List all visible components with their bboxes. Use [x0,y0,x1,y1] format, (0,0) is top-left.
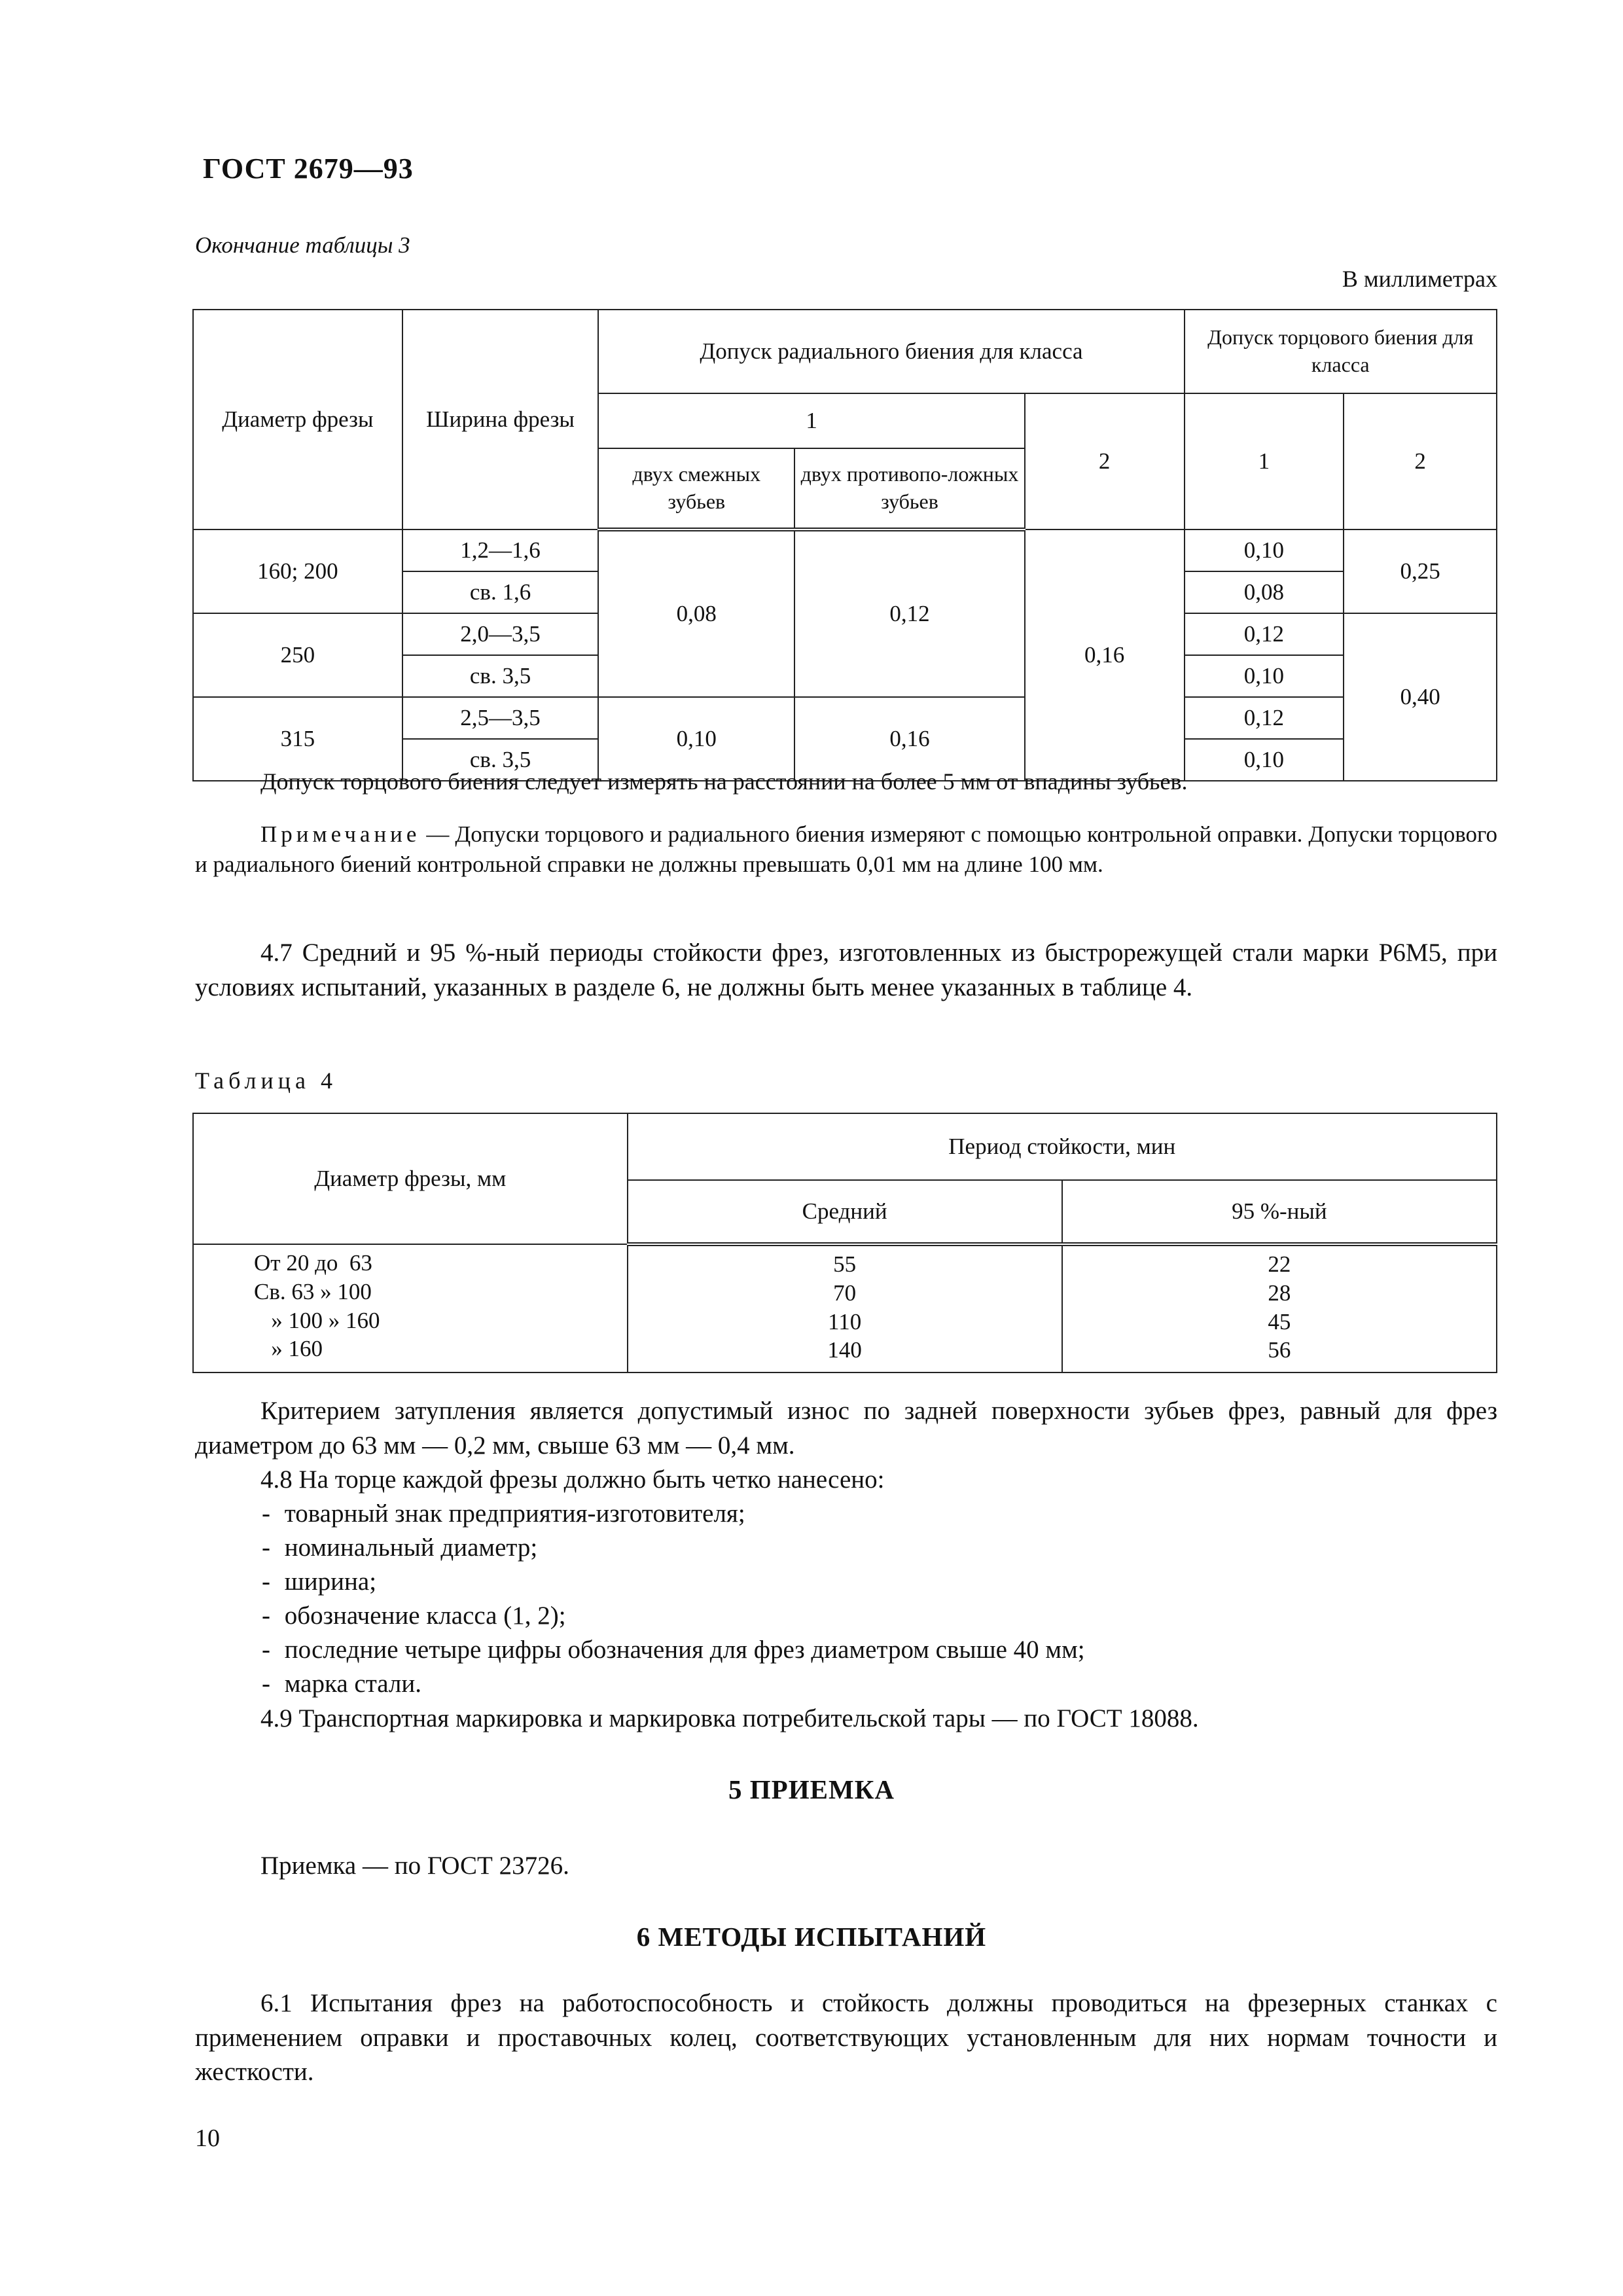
t4-p95-3: 45 [1268,1308,1291,1335]
t3-r12-opposite: 0,12 [794,529,1025,697]
criterion-paragraph: Критерием затупления является допустимый износ по задней поверхности зубьев фрез, равный для фрез диаметром до 63 мм — 0,2 мм, свыше 63 мм — 0,4 мм. [195,1397,1497,1460]
t3-r1-axial2: 0,25 [1344,529,1497,613]
t3-header-class2: 2 [1025,393,1185,529]
t3-r2-width-a: 2,0—3,5 [402,613,599,655]
t3-header-axial-class2: 2 [1344,393,1497,529]
t3-r3-opposite: 0,16 [794,697,1025,781]
marking-list [262,1497,1085,1701]
paragraph-4-9: 4.9 Транспортная маркировка и маркировка потребительской тары — по ГОСТ 18088. [260,1704,1199,1732]
table4 [192,1113,1497,1373]
section-6-title: 6 МЕТОДЫ ИСПЫТАНИЙ [636,1922,987,1952]
t4-p95-values [1062,1244,1497,1372]
t4-avg-1: 55 [833,1251,857,1277]
t3-header-axial: Допуск торцового биения для класса [1185,310,1497,393]
t3-r2-width-b: св. 3,5 [402,655,599,697]
t4-diameters [193,1244,628,1372]
paragraph-6-1: 6.1 Испытания фрез на работоспособность и стойкость должны проводиться на фрезерных станках с применением оправки и проставочных колец, соответствующих установленным для них нормам точности и жесткости. [195,1989,1497,2087]
t3-header-width: Ширина фрезы [402,310,599,529]
t4-avg-2: 70 [833,1280,857,1306]
t3-class2-all: 0,16 [1025,529,1185,781]
table3 [192,309,1497,781]
t3-r1-width-b: св. 1,6 [402,571,599,613]
table3-caption: Окончание таблицы 3 [195,232,410,258]
standard-id: ГОСТ 2679—93 [203,152,414,185]
t3-r3-width-b: св. 3,5 [402,739,599,781]
t3-r1-diameter: 160; 200 [193,529,402,613]
list-item: - обозначение класса (1, 2); [262,1599,1085,1633]
t3-r2-axial1-a: 0,12 [1185,613,1344,655]
t4-p95-4: 56 [1268,1337,1291,1363]
list-item: - марка стали. [262,1667,1085,1701]
t3-r3-axial1-b: 0,10 [1185,739,1344,781]
t3-r12-adjacent: 0,08 [598,529,794,697]
table3-note [195,819,1497,879]
t4-header-period: Период стойкости, мин [628,1113,1497,1180]
t4-avg-3: 110 [828,1308,862,1335]
t3-r3-adjacent: 0,10 [598,697,794,781]
table4-caption: Таблица 4 [195,1067,337,1094]
paragraph-4-7: 4.7 Средний и 95 %-ный периоды стойкости фрез, изготовленных из быстрорежущей стали марки Р6М5, при условиях испытаний, указанных в разделе 6, не должны быть менее указанных в таблице 4. [195,939,1497,1001]
t4-header-p95: 95 %-ный [1062,1180,1497,1244]
t3-r1-axial1-a: 0,10 [1185,529,1344,571]
t4-header-avg: Средний [628,1180,1062,1244]
list-item: - номинальный диаметр; [262,1531,1085,1565]
note-label: Примечание [260,821,421,847]
paragraph-4-8: 4.8 На торце каждой фрезы должно быть четко нанесено: [260,1465,885,1494]
t4-avg-4: 140 [827,1337,862,1363]
page-number: 10 [195,2125,220,2152]
t3-r3-diameter: 315 [193,697,402,781]
t4-p95-2: 28 [1268,1280,1291,1306]
t3-header-class1: 1 [598,393,1024,448]
t3-r3-axial1-a: 0,12 [1185,697,1344,739]
t3-r1-width-a: 1,2—1,6 [402,529,599,571]
t3-header-radial: Допуск радиального биения для класса [598,310,1184,393]
t3-r23-axial2: 0,40 [1344,613,1497,781]
t4-p95-1: 22 [1268,1251,1291,1277]
list-item: - товарный знак предприятия-изготовителя; [262,1497,1085,1531]
t4-diameter-4: » 160 [254,1336,323,1362]
list-item: - ширина; [262,1565,1085,1599]
t4-diameter-3: » 100 » 160 [254,1307,380,1333]
t3-header-diameter: Диаметр фрезы [193,310,402,529]
t3-r3-width-a: 2,5—3,5 [402,697,599,739]
section-5-title: 5 ПРИЕМКА [728,1774,895,1804]
t3-r1-axial1-b: 0,08 [1185,571,1344,613]
list-item: - последние четыре цифры обозначения для фрез диаметром свыше 40 мм; [262,1633,1085,1667]
t4-header-diameter: Диаметр фрезы, мм [193,1113,628,1244]
t3-header-adjacent: двух смежных зубьев [598,448,794,529]
section-5-text: Приемка — по ГОСТ 23726. [260,1852,569,1880]
axial-measure-note: Допуск торцового биения следует измерять на расстоянии на более 5 мм от впадины зубьев. [260,768,1188,795]
t3-header-axial-class1: 1 [1185,393,1344,529]
t4-diameter-2: Св. 63 » 100 [254,1278,372,1304]
t4-avg-values [628,1244,1062,1372]
t3-r2-diameter: 250 [193,613,402,697]
units-label: В миллиметрах [1342,266,1497,292]
note-text: — Допуски торцового и радиального биения измеряют с помощью контрольной оправки. Допуски торцового и радиального биений контрольной справки не должны превышать 0,01 мм на длине 100 мм. [195,821,1497,877]
t4-diameter-1: От 20 до 63 [254,1250,372,1276]
t3-r2-axial1-b: 0,10 [1185,655,1344,697]
t3-header-opposite: двух противопо-ложных зубьев [794,448,1025,529]
